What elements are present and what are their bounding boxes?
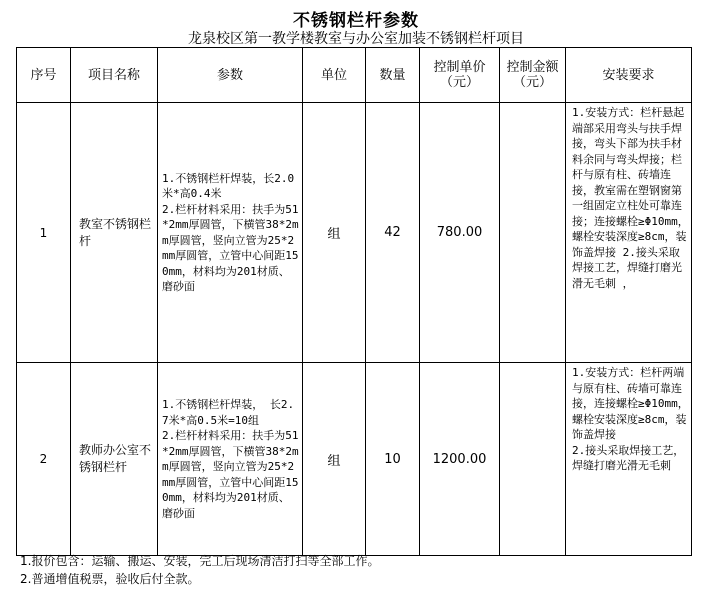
notes [20,552,379,588]
table-header-row [17,48,692,103]
note-item: 2.普通增值税票，验收后付全款。 [20,572,200,586]
cell-qty: 10 [366,363,420,556]
cell-spec: 1.不锈钢栏杆焊装， 长2.7米*高0.5米=10组 2.栏杆材料采用：扶手为51*2mm厚圆管，下横管38*2mm厚圆管，竖向立管为25*2mm厚圆管，立管中心间距150mm，材料均为201材质、磨砂面 [158,363,303,556]
cell-spec: 1.不锈钢栏杆焊装，长2.0米*高0.4米 2.栏杆材料采用：扶手为51*2mm厚圆管，下横管38*2mm厚圆管，竖向立管为25*2mm厚圆管，立管中心间距150mm，材料均为201材质、磨砂面 [158,103,303,363]
cell-requirements: 1.安装方式：栏杆两端与原有柱、砖墙可靠连接，连接螺栓≥Φ10mm，螺栓安装深度≥8cm，装饰盖焊接 2.接头采取焊接工艺，焊缝打磨光滑无毛刺 [566,363,692,556]
cell-unit: 组 [303,363,366,556]
table-row [17,363,692,556]
table-row [17,103,692,363]
header-amount: 控制金额（元） [500,48,566,103]
header-price: 控制单价（元） [420,48,500,103]
cell-qty: 42 [366,103,420,363]
header-no: 序号 [17,48,71,103]
header-spec: 参数 [158,48,303,103]
cell-price: 1200.00 [420,363,500,556]
note-item: 1.报价包含：运输、搬运、安装，完工后现场清洁打扫等全部工作。 [20,554,380,568]
document-subtitle: 龙泉校区第一教学楼教室与办公室加装不锈钢栏杆项目 [188,31,524,47]
header-requirements: 安装要求 [566,48,692,103]
cell-no: 2 [17,363,71,556]
cell-requirements: 1.安装方式：栏杆悬起端部采用弯头与扶手焊接，弯头下部为扶手材料余同与弯头焊接；栏杆与原有柱、砖墙连接，教室需在塑钢窗第一组固定立柱处可靠连接；连接螺栓≥Φ10mm，螺栓安装深度≥8cm，装饰盖焊接 2.接头采取焊接工艺，焊缝打磨光滑无毛刺 ， [566,103,692,363]
cell-no: 1 [17,103,71,363]
cell-name: 教师办公室不锈钢栏杆 [71,363,158,556]
spec-table [16,47,692,556]
header-unit: 单位 [303,48,366,103]
cell-name: 教室不锈钢栏杆 [71,103,158,363]
header-name: 项目名称 [71,48,158,103]
cell-unit: 组 [303,103,366,363]
document-title: 不锈钢栏杆参数 [293,11,419,31]
header-qty: 数量 [366,48,420,103]
cell-price: 780.00 [420,103,500,363]
cell-amount [500,103,566,363]
cell-amount [500,363,566,556]
